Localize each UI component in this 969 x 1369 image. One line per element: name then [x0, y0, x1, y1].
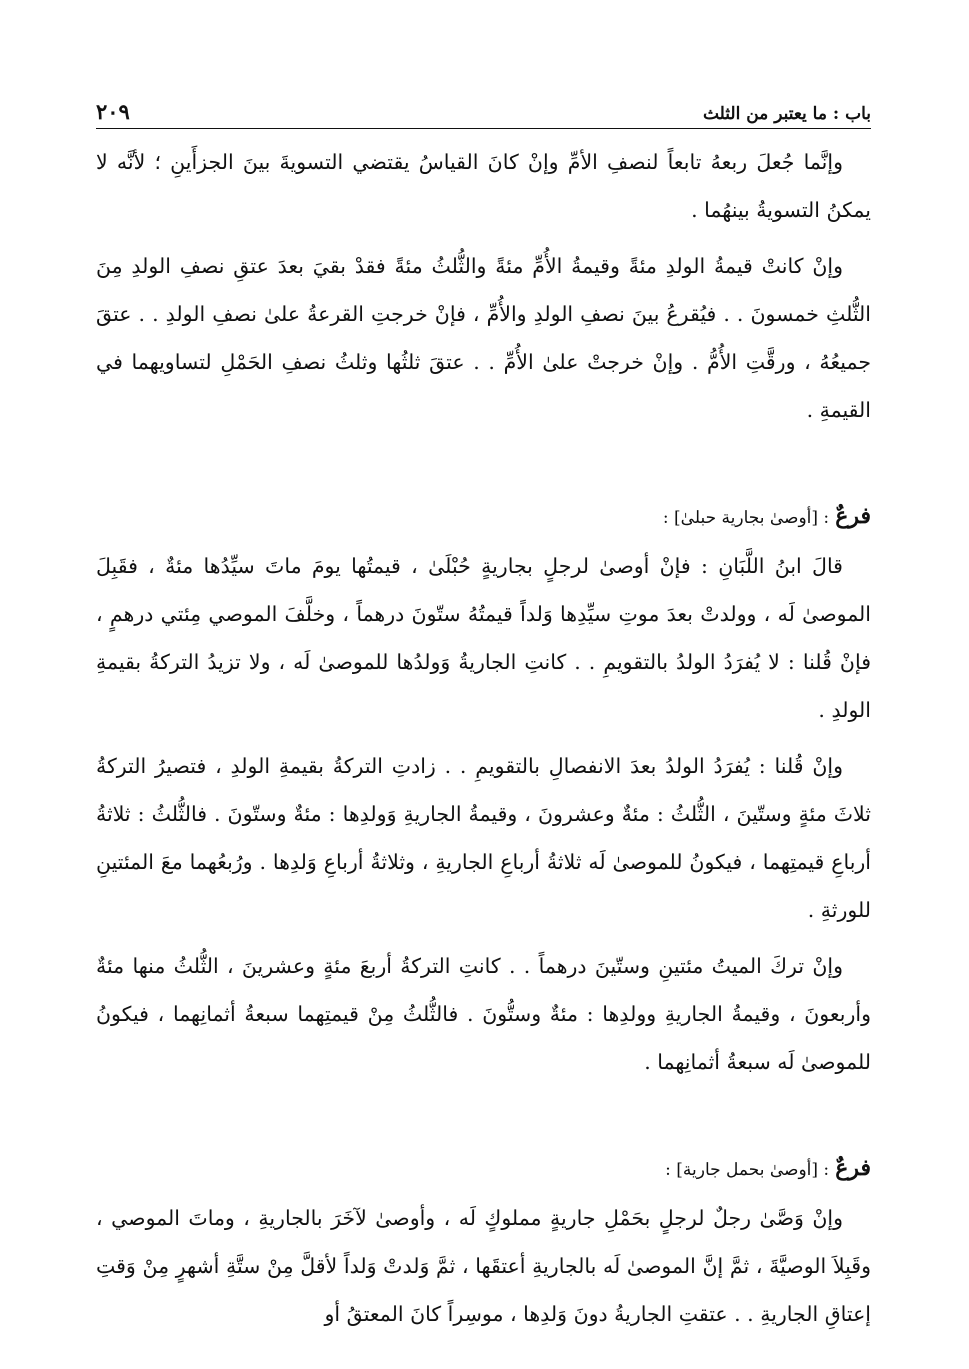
running-title: باب : ما يعتبر من الثلث — [702, 104, 871, 124]
body-text — [96, 138, 871, 1338]
section-heading-title: : [أوصىٰ بحمل جارية] : — [665, 1160, 830, 1180]
paragraph: وإنْ قُلنا : يُفرَدُ الولدُ بعدَ الانفصالِ بالتقويمِ . . زادتِ التركةُ بقيمةِ الولدِ ، فتصيرُ التركةُ ثلاثَ مئةٍ وستّينَ ، الثُّلثُ : مئةٌ وعشرونَ ، وقيمةُ الجاريةِ وَولدِها : مئةٌ وستّونَ . فالثُّلثُ : ثلاثةُ أرباعِ قيمتِهما ، فيكونُ للموصىٰ لَه ثلاثةُ أرباعِ الجاريةِ ، وثلاثةُ أرباعِ وَلدِها . ورُبعُهما معَ المئتينِ للورثةِ . — [96, 754, 871, 922]
section-heading — [96, 1144, 871, 1194]
paragraph: وإنْ كانتْ قيمةُ الولدِ مئةً وقيمةُ الأُمِّ مئةً والثُّلثُ مئةً فقدْ بقيَ بعدَ عتقِ نصفِ الولدِ مِنَ الثُّلثِ خمسونَ . . فيُقرعُ بينَ نصفِ الولدِ والأُمِّ ، فإنْ خرجتِ القرعةُ علىٰ نصفِ الولدِ . . عتقَ جميعُهُ ، ورقَّتِ الأُمُّ . وإنْ خرجتْ علىٰ الأُمِّ . . عتقَ ثلثُها وثلثُ نصفِ الحَمْلِ لتساويهما في القيمةِ . — [96, 254, 871, 422]
page-number: ٢٠٩ — [96, 99, 130, 124]
section-heading-label: فرعٌ — [835, 503, 871, 529]
paragraph: قالَ ابنُ اللَّبَانِ : فإنْ أوصىٰ لرجلٍ بجاريةٍ حُبْلَىٰ ، قيمتُها يومَ ماتَ سيِّدُها مئةٌ ، فقَبِلَ الموصىٰ لَه ، وولدتْ بعدَ موتِ سيِّدِها وَلداً قيمتُهُ ستّونَ درهماً ، وخلَّفَ الموصي مِئتي درهمٍ ، فإنْ قُلنا : لا يُفرَدُ الولدُ بالتقويمِ . . كانتِ الجاريةُ وَولدُها للموصىٰ لَه ، ولا تزيدُ التركةُ بقيمةِ الولدِ . — [96, 554, 871, 722]
paragraph: وإنَّما جُعلَ ربعهُ تابعاً لنصفِ الأمِّ وإنْ كانَ القياسُ يقتضي التسويةَ بينَ الجزأَينِ ؛ لأنَّه لا يمكنُ التسويةُ بينهُما . — [96, 150, 871, 222]
section-heading-label: فرعٌ — [835, 1155, 871, 1181]
page-header — [96, 86, 871, 129]
section-heading-title: : [أوصىٰ بجارية حبلىٰ] : — [662, 508, 830, 528]
paragraph: وإنْ وَصَّىٰ رجلٌ لرجلٍ بحَمْلِ جاريةٍ مملوكٍ لَه ، وأوصىٰ لآخَرَ بالجاريةِ ، وماتَ الموصي ، وقَبِلاَ الوصيَّةَ ، ثمَّ إنَّ الموصىٰ لَه بالجاريةِ أعتقَها ، ثمَّ وَلدتْ وَلداً لأقلَّ مِنْ ستَّةِ أشهرٍ مِنْ وَقتِ إعتاقِ الجاريةِ . . عتقتِ الجاريةُ دونَ وَلدِها ، موسِراً كانَ المعتقُ أو — [96, 1206, 871, 1326]
section-heading — [96, 492, 871, 542]
paragraph: وإنْ تركَ الميتُ مئتينِ وستّينَ درهماً . . كانتِ التركةُ أربعَ مئةٍ وعشرينَ ، الثُّلثُ منها مئةٌ وأربعونَ ، وقيمةُ الجاريةِ وولدِها : مئةٌ وستُّونَ . فالثُّلثُ مِنْ قيمتِهما سبعةُ أثمانِهما ، فيكونُ للموصىٰ لَه سبعةُ أثمانِهما . — [96, 954, 871, 1074]
